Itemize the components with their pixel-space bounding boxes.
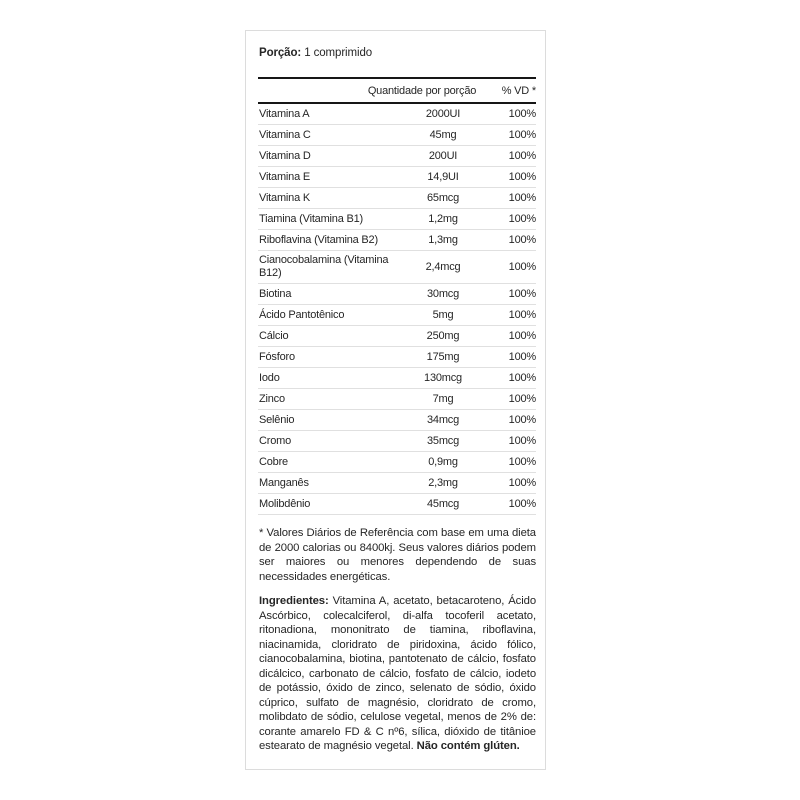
table-row — [258, 284, 536, 305]
nutrient-name: Iodo — [259, 371, 280, 384]
nutrient-amount: 175mg — [426, 351, 460, 363]
nutrient-dv: 100% — [508, 351, 536, 363]
table-row — [258, 389, 536, 410]
serving-label: Porção: — [259, 47, 302, 59]
gluten-statement: Não contém glúten. — [416, 740, 520, 752]
nutrient-dv: 100% — [508, 435, 536, 447]
table-row — [258, 209, 536, 230]
table-row — [258, 251, 536, 284]
daily-values-footnote: * Valores Diários de Referência com base em uma dieta de 2000 calorias ou 8400kj. Seus valores diários podem ser maiores ou menores dependendo de suas necessidades energéticas. — [259, 527, 536, 583]
header-amount: Quantidade por porção — [367, 84, 477, 97]
nutrient-amount: 45mg — [429, 129, 457, 141]
table-row — [258, 368, 536, 389]
table-row — [258, 167, 536, 188]
table-row — [258, 305, 536, 326]
table-row — [258, 410, 536, 431]
nutrient-name: Fósforo — [259, 350, 295, 363]
nutrient-name: Zinco — [259, 392, 285, 405]
nutrient-amount: 45mcg — [426, 498, 460, 510]
nutrient-dv: 100% — [508, 288, 536, 300]
nutrient-amount: 7mg — [432, 393, 454, 405]
table-row — [258, 125, 536, 146]
table-header-row — [258, 79, 536, 102]
nutrient-name: Manganês — [259, 476, 309, 489]
nutrient-dv: 100% — [508, 330, 536, 342]
nutrient-name: Selênio — [259, 413, 295, 426]
nutrient-dv: 100% — [508, 477, 536, 489]
nutrient-dv: 100% — [508, 213, 536, 225]
nutrient-name: Cromo — [259, 434, 292, 447]
nutrient-name: Cobre — [259, 455, 288, 468]
table-row — [258, 347, 536, 368]
nutrient-amount: 2000UI — [425, 108, 461, 120]
nutrient-name: Molibdênio — [259, 497, 311, 510]
nutrient-name: Vitamina D — [259, 149, 311, 162]
nutrient-name: Vitamina A — [259, 107, 310, 120]
header-dv: % VD * — [501, 84, 536, 97]
nutrient-amount: 30mcg — [426, 288, 460, 300]
nutrient-name: Cianocobalamina (Vitamina B12) — [259, 254, 389, 279]
nutrient-name: Biotina — [259, 287, 292, 300]
table-row — [258, 494, 536, 515]
nutrient-dv: 100% — [508, 129, 536, 141]
nutrient-amount: 130mcg — [424, 372, 462, 384]
serving-line — [258, 37, 536, 77]
nutrient-amount: 1,2mg — [428, 213, 458, 225]
nutrient-dv: 100% — [508, 171, 536, 183]
table-row — [258, 188, 536, 209]
nutrient-name: Vitamina C — [259, 128, 311, 141]
nutrient-table-body — [258, 104, 536, 515]
nutrient-dv: 100% — [508, 108, 536, 120]
nutrient-name: Ácido Pantotênico — [259, 308, 345, 321]
table-row — [258, 452, 536, 473]
nutrient-dv: 100% — [508, 309, 536, 321]
nutrient-amount: 1,3mg — [428, 234, 458, 246]
ingredients-paragraph — [258, 594, 536, 754]
table-row — [258, 431, 536, 452]
nutrient-amount: 5mg — [432, 309, 454, 321]
nutrient-dv: 100% — [508, 372, 536, 384]
nutrient-name: Riboflavina (Vitamina B2) — [259, 233, 378, 246]
nutrient-dv: 100% — [508, 261, 536, 273]
nutrient-name: Cálcio — [259, 329, 289, 342]
nutrient-amount: 2,3mg — [428, 477, 458, 489]
ingredients-label: Ingredientes: — [259, 595, 329, 607]
nutrient-dv: 100% — [508, 234, 536, 246]
nutrient-name: Vitamina K — [259, 191, 310, 204]
nutrient-amount: 35mcg — [426, 435, 460, 447]
nutrient-name: Tiamina (Vitamina B1) — [259, 212, 364, 225]
nutrient-amount: 2,4mcg — [425, 261, 461, 273]
ingredients-text: Vitamina A, acetato, betacaroteno, Ácido Ascórbico, colecalciferol, di-alfa tocoferil acetato, ritonadiona, mononitrato de tiamina, riboflavina, niacinamida, cloridrato de piridoxina, ácido fólico, cianocobalamina, biotina, pantotenato de cálcio, fosfato dicálcico, carbonato de cálcio, fosfato de cálcio, iodeto de potássio, óxido de zinco, selenato de sódio, óxido cúprico, sulfato de magnésio, cloridrato de cromo, molibdato de sódio, celulose vegetal, menos de 2% de: corante amarelo FD & C nº6, sílica, dióxido de titânioe estearato de magnésio vegetal. — [259, 595, 536, 752]
table-row — [258, 104, 536, 125]
nutrient-dv: 100% — [508, 414, 536, 426]
nutrient-amount: 34mcg — [426, 414, 460, 426]
serving-value: 1 comprimido — [301, 47, 373, 59]
nutrient-dv: 100% — [508, 456, 536, 468]
nutrient-dv: 100% — [508, 393, 536, 405]
table-row — [258, 146, 536, 167]
nutrient-amount: 250mg — [426, 330, 460, 342]
table-row — [258, 326, 536, 347]
nutrient-amount: 200UI — [428, 150, 458, 162]
nutrition-facts-panel — [245, 30, 546, 770]
nutrient-amount: 14,9UI — [427, 171, 459, 183]
table-row — [258, 230, 536, 251]
nutrient-dv: 100% — [508, 150, 536, 162]
nutrient-amount: 0,9mg — [428, 456, 458, 468]
table-row — [258, 473, 536, 494]
nutrient-name: Vitamina E — [259, 170, 310, 183]
nutrient-dv: 100% — [508, 192, 536, 204]
nutrient-dv: 100% — [508, 498, 536, 510]
nutrient-amount: 65mcg — [426, 192, 460, 204]
